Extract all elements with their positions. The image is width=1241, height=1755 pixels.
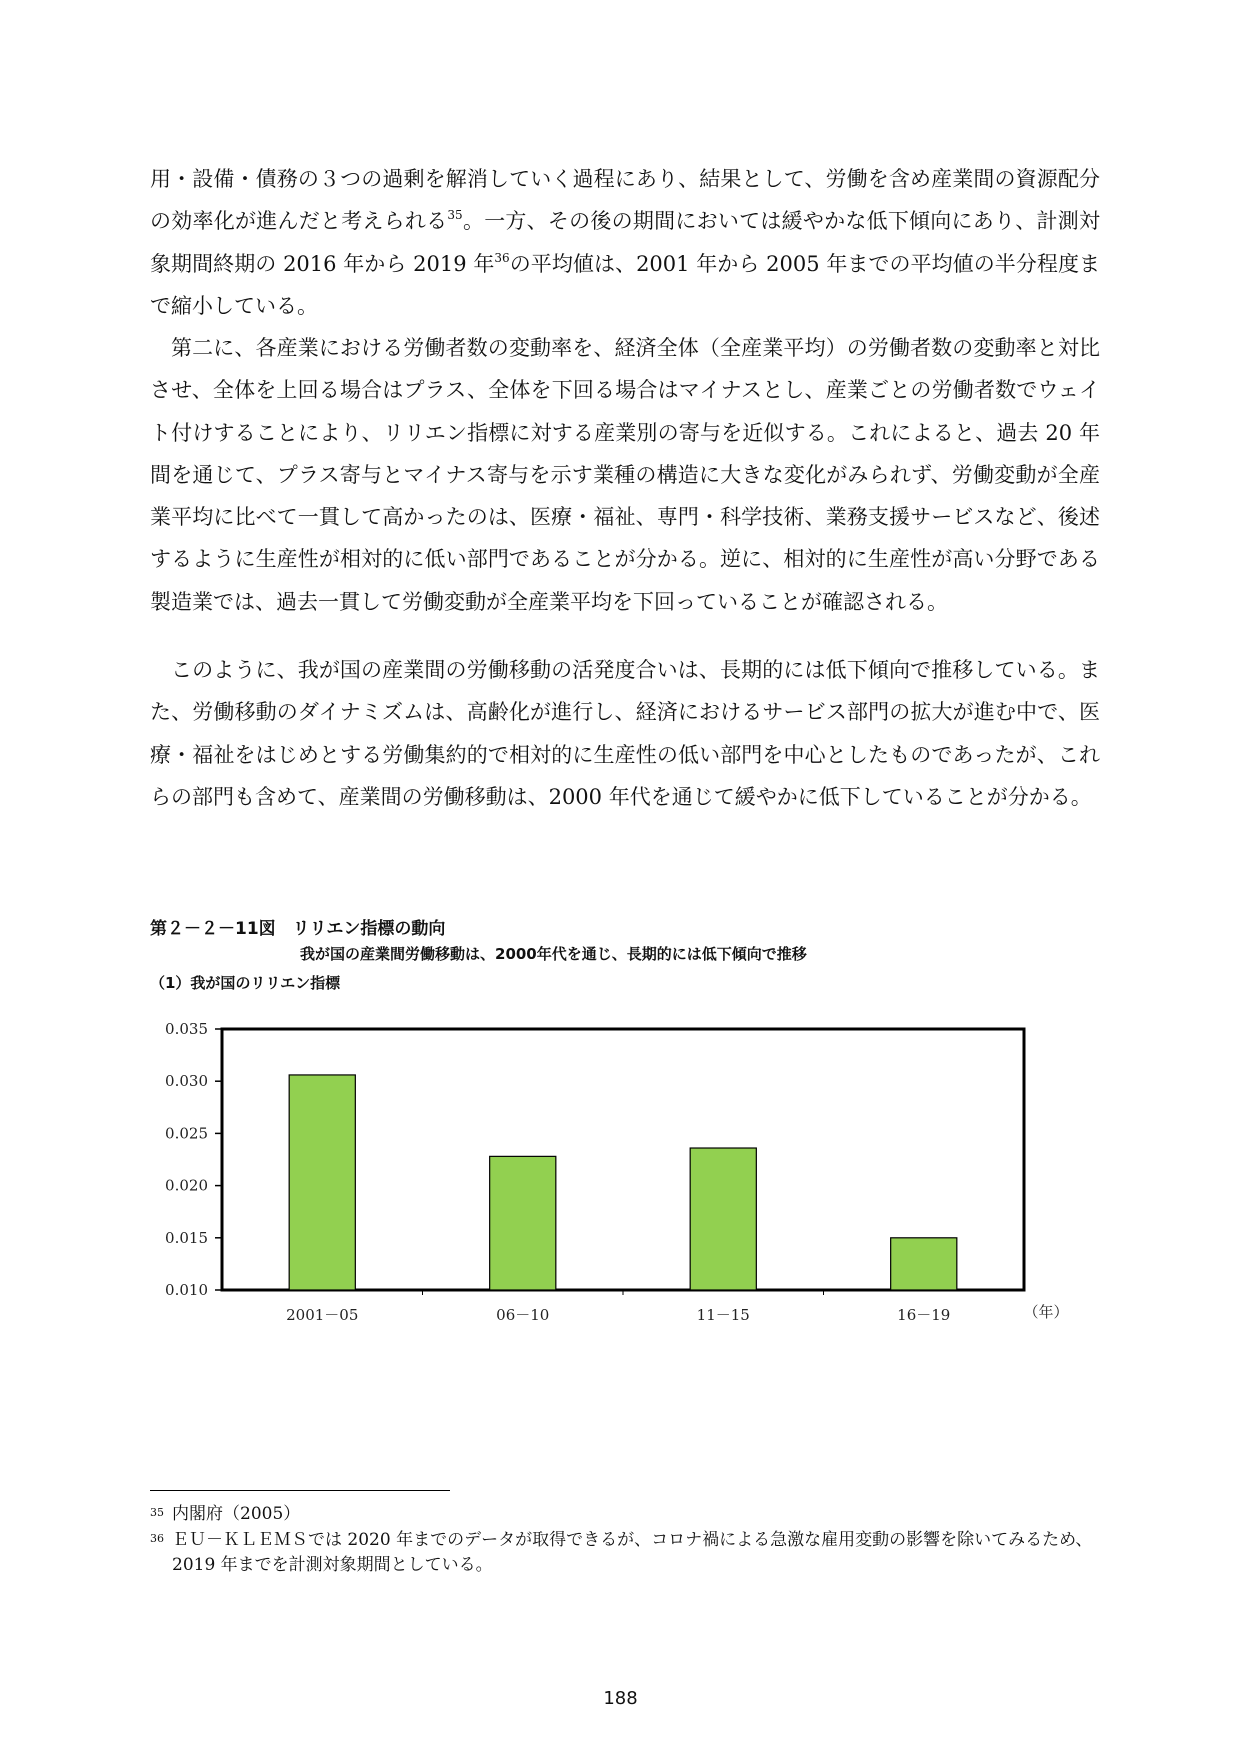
y-tick-label: 0.035 <box>165 1020 208 1038</box>
footnote-35-number: 35 <box>150 1506 164 1519</box>
x-axis-unit-label: （年） <box>1023 1303 1069 1320</box>
bar <box>891 1238 957 1290</box>
footnote-36-number: 36 <box>150 1532 164 1545</box>
x-tick-label: 11－15 <box>696 1306 750 1320</box>
footnote-36-text: ＥＵ－ＫＬＥＭＳでは 2020 年までのデータが取得できるが、コロナ禍による急激な雇用変動の影響を除いてみるため、2019 年までを計測対象期間としている。 <box>172 1530 1093 1575</box>
paragraph-3: このように、我が国の産業間の労働移動の活発度合いは、長期的には低下傾向で推移している。また、労働移動のダイナミズムは、高齢化が進行し、経済におけるサービス部門の拡大が進む中で、医療・福祉をはじめとする労働集約的で相対的に生産性の低い部門を中心としたものであったが、これらの部門も含めて、産業間の労働移動は、2000 年代を通じて緩やかに低下していることが分かる。 <box>150 658 1100 809</box>
x-tick-label: 16－19 <box>897 1306 951 1320</box>
bar <box>289 1075 355 1290</box>
bar <box>690 1148 756 1290</box>
y-tick-label: 0.015 <box>165 1228 208 1247</box>
figure-title: 第２－２－11図 リリエン指標の動向 <box>150 919 446 939</box>
x-tick-label: 06－10 <box>496 1306 550 1320</box>
paragraph-2: 第二に、各産業における労働者数の変動率を、経済全体（全産業平均）の労働者数の変動率と対比させ、全体を上回る場合はプラス、全体を下回る場合はマイナスとし、産業ごとの労働者数でウェイト付けすることにより、リリエン指標に対する産業別の寄与を近似する。これによると、過去 20 年間を通じて、プラス寄与とマイナス寄与を示す業種の構造に大きな変化がみられず、労働変動が全産業平均に比べて一貫して高かったのは、医療・福祉、専門・科学技術、業務支援サービスなど、後述するように生産性が相対的に低い部門であることが分かる。逆に、相対的に生産性が高い分野である製造業では、過去一貫して労働変動が全産業平均を下回っていることが確認される。 <box>150 336 1100 614</box>
footnote-36 <box>150 1528 1100 1578</box>
footnote-35 <box>150 1502 1100 1527</box>
paragraph-1 <box>150 158 1100 327</box>
footnote-ref-35[interactable]: 35 <box>447 208 463 223</box>
footnote-divider <box>150 1490 450 1491</box>
footnote-35-text: 内閣府（2005） <box>172 1504 301 1524</box>
figure-subtitle: 我が国の産業間労働移動は、2000年代を通じ、長期的には低下傾向で推移 <box>300 945 807 963</box>
lilien-index-bar-chart <box>140 1000 1100 1320</box>
bar <box>490 1156 556 1290</box>
y-tick-label: 0.025 <box>165 1124 208 1143</box>
x-tick-label: 2001－05 <box>286 1306 359 1320</box>
paragraph-1-part-c: の平均値は、2001 年から 2005 年までの平均値の半分程度まで縮小している。 <box>150 251 1100 318</box>
footnote-ref-36[interactable]: 36 <box>494 250 510 265</box>
y-tick-label: 0.030 <box>165 1072 208 1091</box>
page-number: 188 <box>603 1688 638 1709</box>
figure-panel-label: （1）我が国のリリエン指標 <box>150 974 341 992</box>
y-tick-label: 0.020 <box>165 1176 208 1195</box>
y-tick-label: 0.010 <box>165 1281 208 1299</box>
paragraph-1-part-a: 用・設備・債務の３つの過剰を解消していく過程にあり、結果として、労働を含め産業間の資源配分の効率化が進んだと考えられる <box>150 167 1100 234</box>
paragraph-1-part-b: 。一方、その後の期間においては緩やかな低下傾向にあり、計測対象期間終期の 2016 年から 2019 年 <box>150 209 1101 276</box>
